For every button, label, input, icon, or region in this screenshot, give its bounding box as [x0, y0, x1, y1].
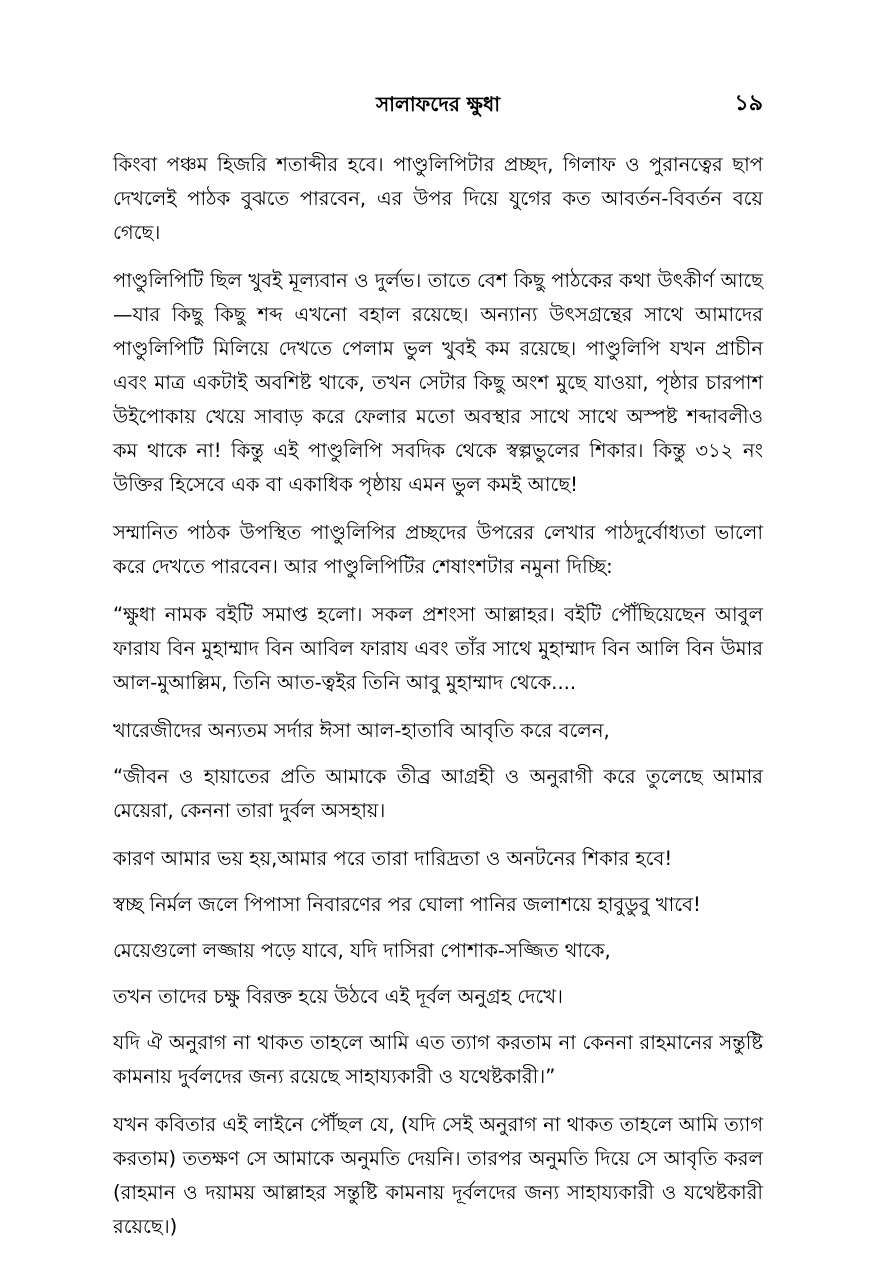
paragraph-manuscript-age: কিংবা পঞ্চম হিজরি শতাব্দীর হবে। পাণ্ডুলিপিটার প্রচ্ছদ, গিলাফ ও পুরানত্বের ছাপ দেখলেই পাঠক বুঝতে পারবেন, এর উপর দিয়ে যুগের কত আবর্তন-বিবর্তন বয়ে গেছে। [113, 153, 763, 244]
poem-line-2: কারণ আমার ভয় হয়,আমার পরে তারা দারিদ্রতা ও অনটনের শিকার হবে! [113, 847, 673, 870]
poem-line-3: স্বচ্ছ নির্মল জলে পিপাসা নিবারণের পর ঘোলা পানির জলাশয়ে হাবুডুবু খাবে! [113, 893, 701, 916]
poem-line-5: তখন তাদের চক্ষু বিরক্ত হয়ে উঠবে এই দূর্বল অনুগ্রহ দেখে। [113, 985, 563, 1008]
paragraph-poem-intro: খারেজীদের অন্যতম সর্দার ঈসা আল-হাতাবি আবৃতি করে বলেন, [113, 719, 610, 742]
body-text [113, 148, 763, 1258]
paragraph-cover-note: সম্মানিত পাঠক উপস্থিত পাণ্ডুলিপির প্রচ্ছদের উপরের লেখার পাঠদুর্বোধ্যতা ভালো করে দেখতে পারবেন। আর পাণ্ডুলিপিটির শেষাংশটার নমুনা দিচ্ছি: [113, 521, 763, 578]
page-number: ১৯ [734, 91, 763, 116]
paragraph-manuscript-description: পাণ্ডুলিপিটি ছিল খুবই মূল্যবান ও দুর্লভ। তাতে বেশ কিছু পাঠকের কথা উৎকীর্ণ আছে—যার কিছু কিছু শব্দ এখনো বহাল রয়েছে। অন্যান্য উৎসগ্রন্থের সাথে আমাদের পাণ্ডুলিপিটি মিলিয়ে দেখতে পেলাম ভুল খুবই কম রয়েছে। পাণ্ডুলিপি যখন প্রাচীন এবং মাত্র একটাই অবশিষ্ট থাকে, তখন সেটার কিছু অংশ মুছে যাওয়া, পৃষ্ঠার চারপাশ উইপোকায় খেয়ে সাবাড় করে ফেলার মতো অবস্থার সাথে সাথে অস্পষ্ট শব্দাবলীও কম থাকে না! কিন্তু এই পাণ্ডুলিপি সবদিক থেকে স্বল্পভুলের শিকার। কিন্তু ৩১২ নং উক্তির হিসেবে এক বা একাধিক পৃষ্ঠায় এমন ভুল কমই আছে! [113, 269, 763, 496]
running-title: সালাফদের ক্ষুধা [375, 92, 501, 116]
running-head [113, 88, 763, 120]
poem-line-4: মেয়েগুলো লজ্জায় পড়ে যাবে, যদি দাসিরা পোশাক-সজ্জিত থাকে, [113, 939, 611, 962]
paragraph-colophon-quote: “ক্ষুধা নামক বইটি সমাপ্ত হলো। সকল প্রশংসা আল্লাহর। বইটি পৌঁছিয়েছেন আবুল ফারায বিন মুহাম্মাদ বিন আবিল ফারায এবং তাঁর সাথে মুহাম্মাদ বিন আলি বিন উমার আল-মুআল্লিম, তিনি আত-ত্বইর তিনি আবু মুহাম্মাদ থেকে.... [113, 603, 763, 694]
paragraph-recitation-note: যখন কবিতার এই লাইনে পৌঁছল যে, (যদি সেই অনুরাগ না থাকত তাহলে আমি ত্যাগ করতাম) ততক্ষণ সে আমাকে অনুমতি দেয়নি। তারপর অনুমতি দিয়ে সে আবৃতি করল (রাহমান ও দয়াময় আল্লাহর সন্তুষ্টি কামনায় দূর্বলদের জন্য সাহায্যকারী ও যথেষ্টকারী রয়েছে।) [113, 1113, 763, 1238]
poem-line-1: “জীবন ও হায়াতের প্রতি আমাকে তীব্র আগ্রহী ও অনুরাগী করে তুলেছে আমার মেয়েরা, কেননা তারা দুর্বল অসহায়। [113, 765, 763, 822]
poem-line-6: যদি ঐ অনুরাগ না থাকত তাহলে আমি এত ত্যাগ করতাম না কেননা রাহমানের সন্তুষ্টি কামনায় দুর্বলদের জন্য রয়েছে সাহায্যকারী ও যথেষ্টকারী।” [113, 1031, 763, 1088]
